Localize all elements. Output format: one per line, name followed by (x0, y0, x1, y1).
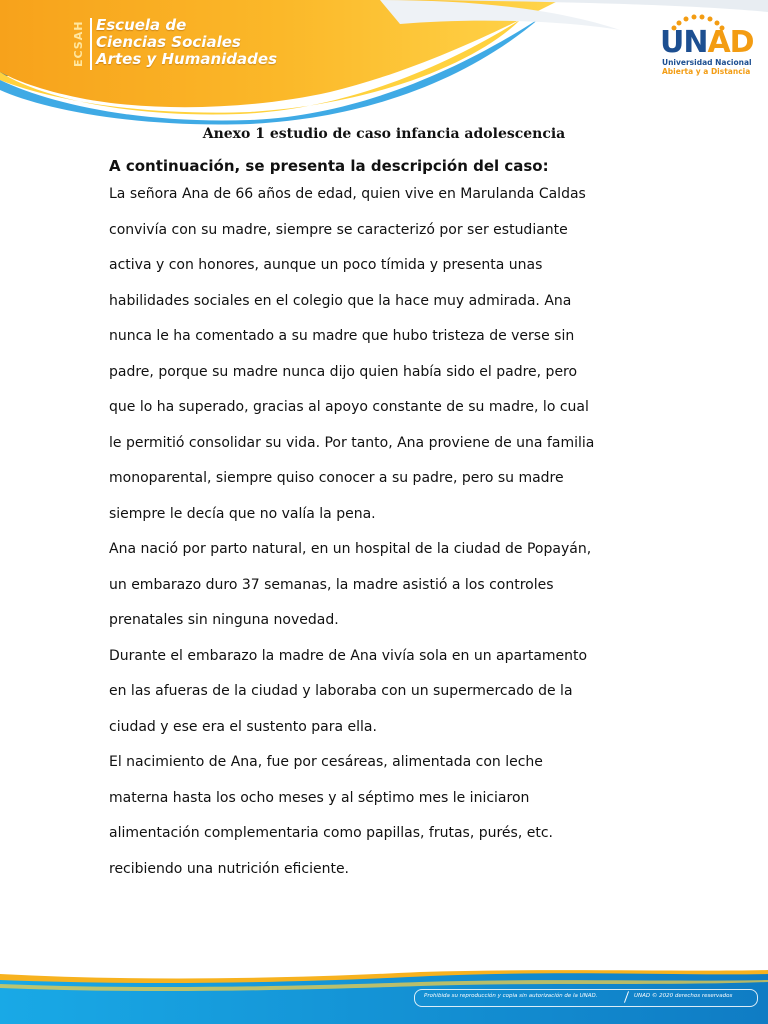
document-subtitle: A continuación, se presenta la descripción del caso: (109, 157, 549, 175)
paragraph-line: padre, porque su madre nunca dijo quien había sido el padre, pero (109, 363, 578, 380)
paragraph-line: recibiendo una nutrición eficiente. (109, 860, 350, 877)
footer-copy-notice: Prohibida su reproducción y copia sin autorización de la UNAD. (424, 993, 598, 999)
paragraph-line: le permitió consolidar su vida. Por tanto, Ana proviene de una familia (109, 434, 595, 451)
paragraph-line: activa y con honores, aunque un poco tímida y presenta unas (109, 257, 543, 273)
paragraph-line: siempre le decía que no valía la pena. (109, 505, 376, 522)
paragraph-line: habilidades sociales en el colegio que la hace muy admirada. Ana (109, 292, 572, 309)
paragraph-line: prenatales sin ninguna novedad. (109, 612, 339, 628)
page-footer (0, 968, 768, 1024)
logo-wordmark (660, 25, 754, 60)
badge-divider (90, 18, 92, 70)
paragraph-line: convivía con su madre, siempre se caracterizó por ser estudiante (109, 221, 568, 238)
logo-subtitle-2: Abierta y a Distancia (662, 67, 751, 76)
paragraph-line: ciudad y ese era el sustento para ella. (109, 718, 377, 735)
paragraph-line: Durante el embarazo la madre de Ana vivía sola en un apartamento (109, 647, 588, 664)
paragraph-line: El nacimiento de Ana, fue por cesáreas, alimentada con leche (109, 754, 543, 770)
paragraph-line: Ana nació por parto natural, en un hospital de la ciudad de Popayán, (109, 541, 592, 557)
ecsah-badge: ECSAH (72, 20, 85, 68)
paragraph-line: alimentación complementaria como papillas, frutas, purés, etc. (109, 825, 553, 841)
school-line-3: Artes y Humanidades (96, 50, 278, 68)
paragraph-line: materna hasta los ocho meses y al séptimo mes le iniciaron (109, 789, 530, 806)
footer-rights: UNAD © 2020 derechos reservados (634, 993, 733, 999)
paragraph-line: nunca le ha comentado a su madre que hubo tristeza de verse sin (109, 328, 575, 344)
paragraph-line: en las afueras de la ciudad y laboraba con un supermercado de la (109, 683, 573, 699)
school-line-1: Escuela de (96, 16, 187, 34)
logo-word-accent: AD (707, 25, 754, 60)
unad-logo (660, 14, 760, 84)
document-title: Anexo 1 estudio de caso infancia adolescencia (202, 126, 566, 142)
paragraph-line: monoparental, siempre quiso conocer a su padre, pero su madre (109, 470, 564, 486)
logo-subtitle-1: Universidad Nacional (662, 58, 752, 67)
school-line-2: Ciencias Sociales (96, 33, 241, 51)
paragraph-line: un embarazo duro 37 semanas, la madre asistió a los controles (109, 576, 554, 593)
school-name (96, 17, 277, 68)
paragraph-line: La señora Ana de 66 años de edad, quien vive en Marulanda Caldas (109, 186, 586, 202)
paragraph-line: que lo ha superado, gracias al apoyo constante de su madre, lo cual (109, 399, 589, 415)
logo-word-main: UN (660, 25, 708, 60)
document-body (109, 118, 669, 887)
